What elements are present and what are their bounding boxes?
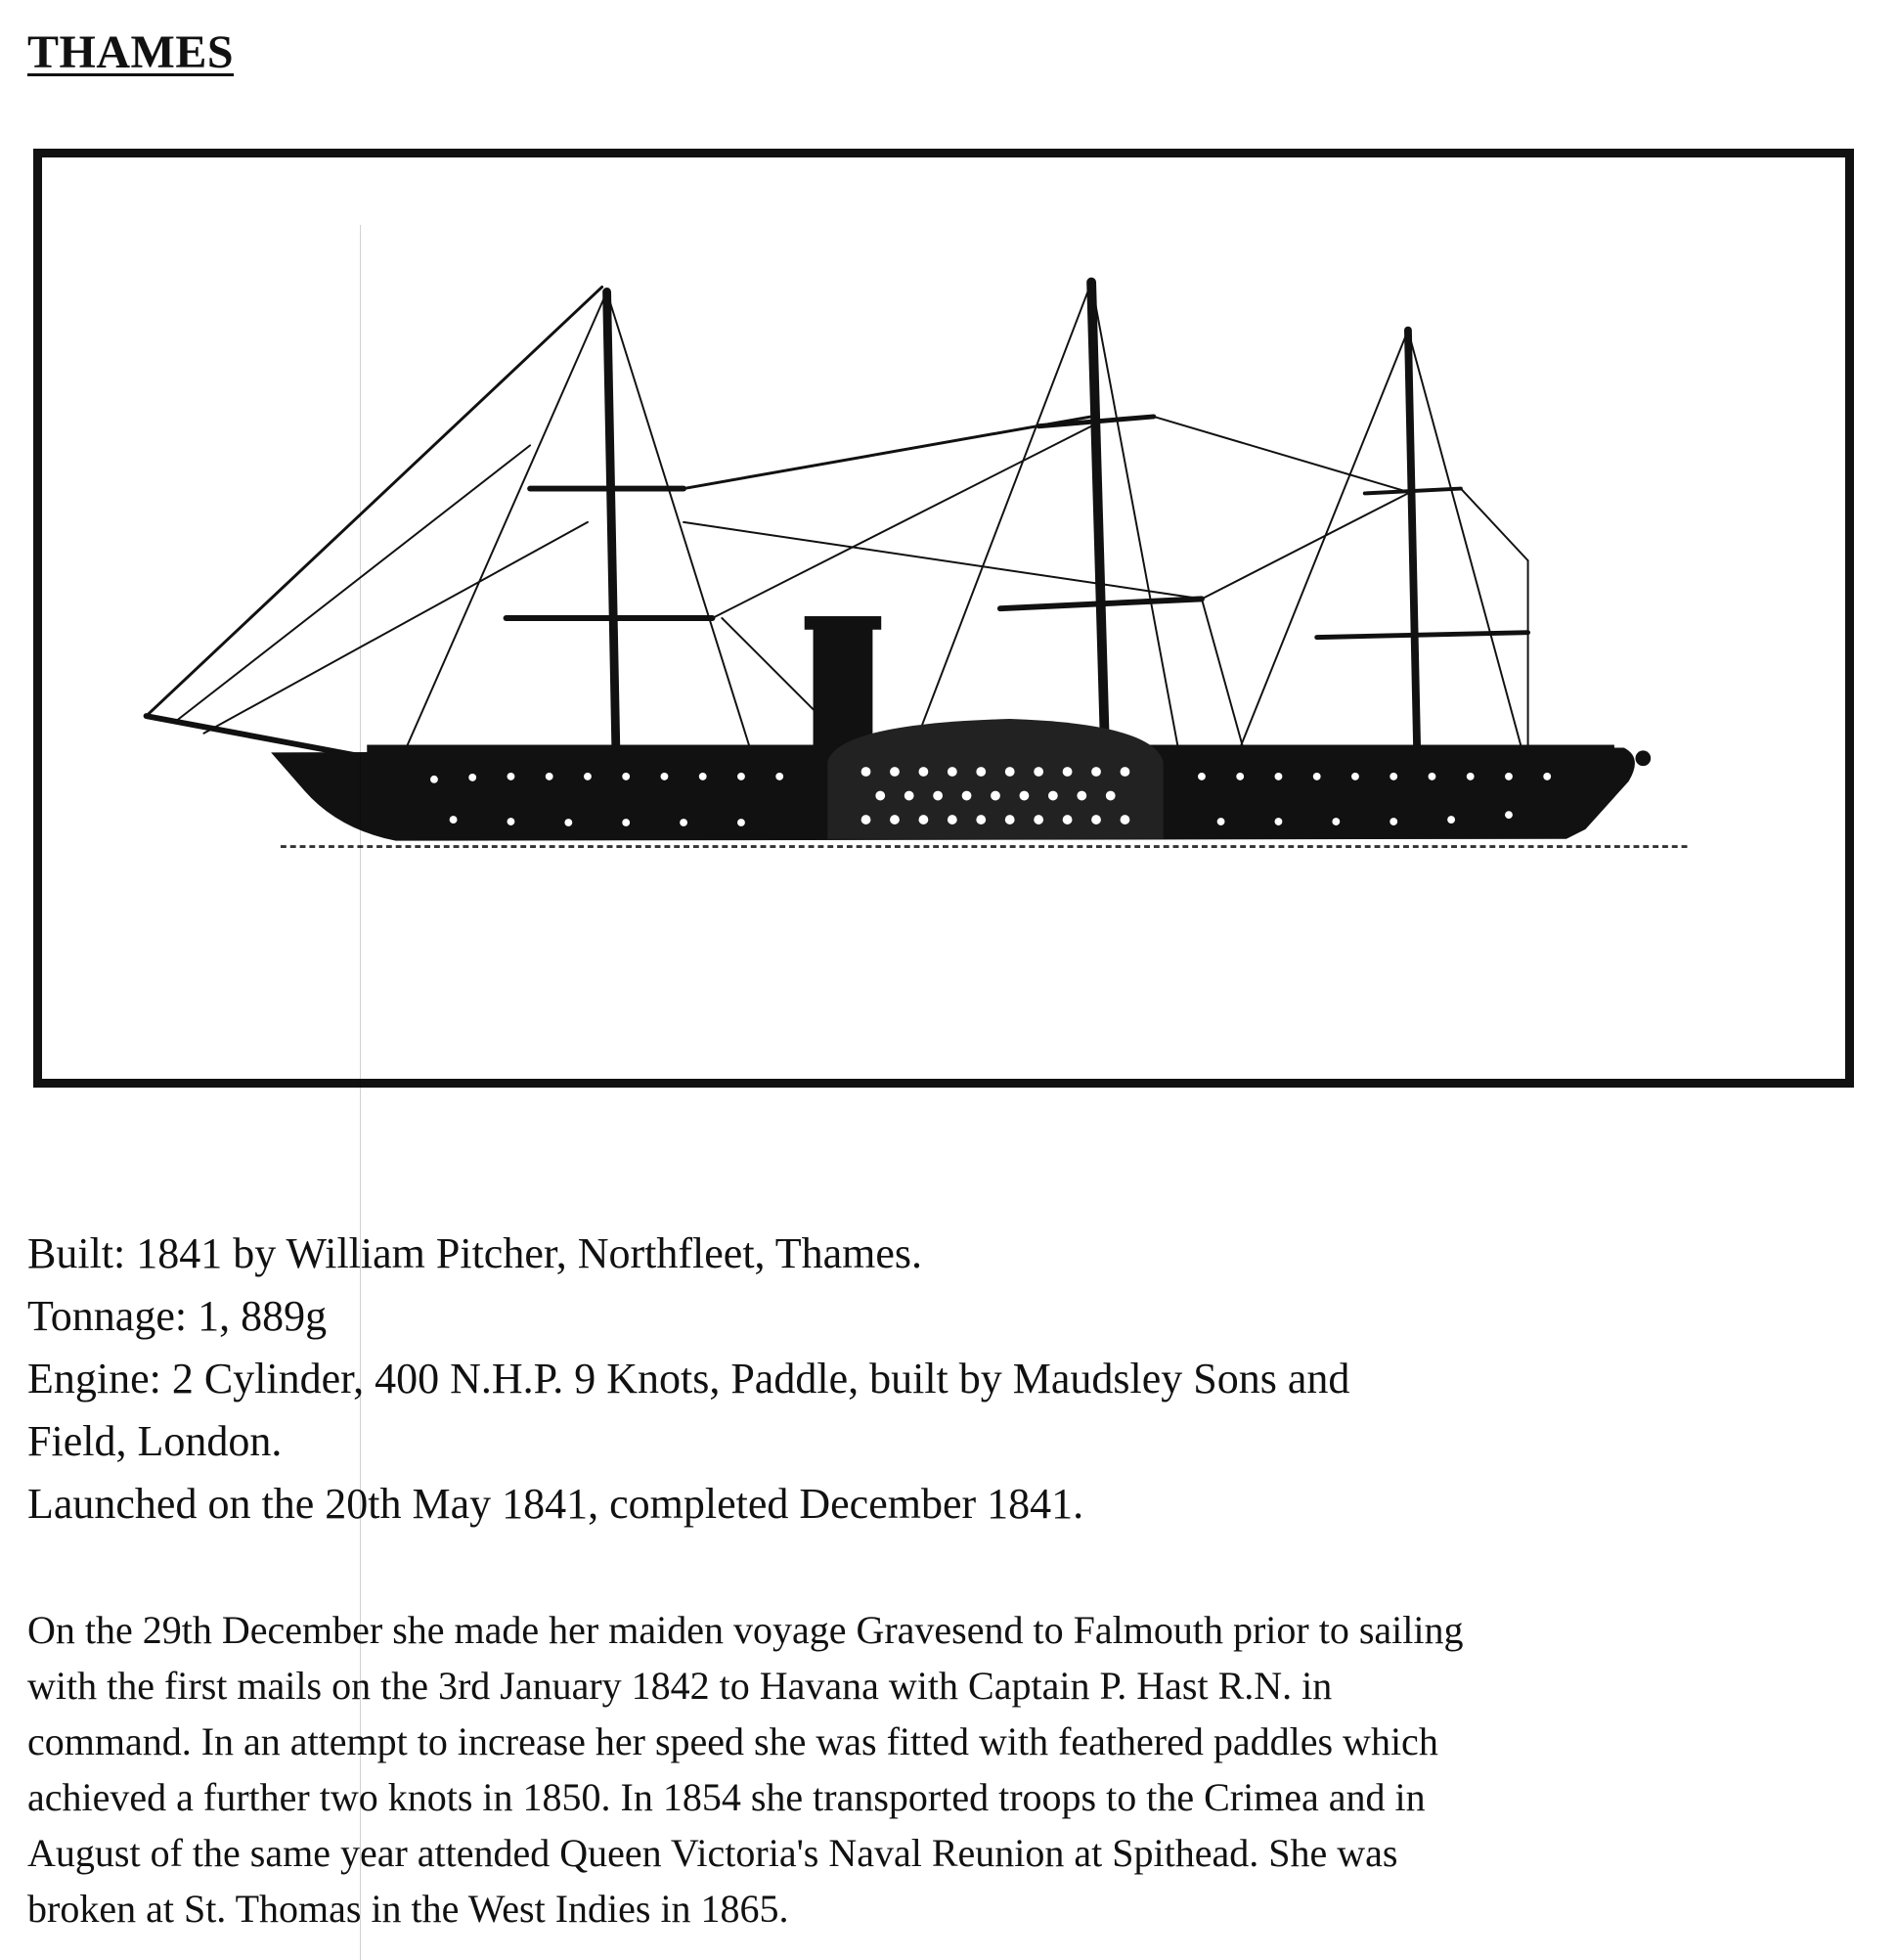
spec-launched: Launched on the 20th May 1841, completed December 1841. [27,1480,1084,1528]
spec-built: Built: 1841 by William Pitcher, Northfleet, Thames. [27,1229,923,1277]
ship-history-paragraph [27,1602,1846,1937]
spec-engine-cont: Field, London. [27,1417,283,1465]
history-line: August of the same year attended Queen Victoria's Naval Reunion at Spithead. She was [27,1831,1398,1875]
spec-engine: Engine: 2 Cylinder, 400 N.H.P. 9 Knots, Paddle, built by Maudsley Sons and [27,1355,1350,1403]
history-line: command. In an attempt to increase her speed she was fitted with feathered paddles which [27,1719,1438,1763]
paddle-steamer-illustration [42,157,1845,1079]
history-line: with the first mails on the 3rd January 1842 to Havana with Captain P. Hast R.N. in [27,1664,1333,1708]
history-line: achieved a further two knots in 1850. In 1854 she transported troops to the Crimea and in [27,1775,1426,1819]
history-line: On the 29th December she made her maiden voyage Gravesend to Falmouth prior to sailing [27,1608,1464,1652]
spec-tonnage: Tonnage: 1, 889g [27,1292,328,1340]
ship-illustration-frame [33,149,1854,1088]
ship-specifications [27,1223,1846,1536]
history-line: broken at St. Thomas in the West Indies in 1865. [27,1887,789,1931]
page-title: THAMES [27,26,235,78]
